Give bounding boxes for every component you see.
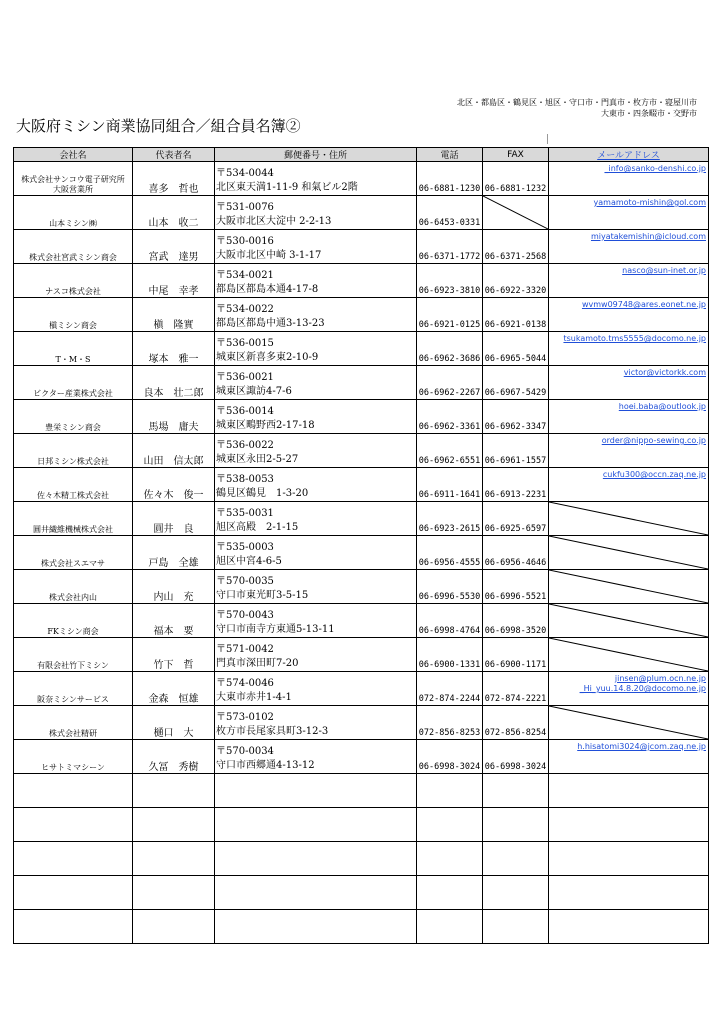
phone-number: 06-6881-1230 [417, 162, 483, 196]
address-cell [215, 672, 417, 706]
blank-cell [215, 808, 417, 842]
postal-code: 〒570-0035 [216, 576, 274, 587]
blank-cell [483, 774, 549, 808]
blank-cell [417, 910, 483, 944]
fax-number: 06-6956-4646 [483, 536, 549, 570]
representative-name: 竹下 哲 [133, 638, 215, 672]
blank-cell [14, 808, 133, 842]
representative-name: 山本 收二 [133, 196, 215, 230]
company-name: 株式会社精研 [14, 706, 133, 740]
street-address: 都島区都島本通4-17-8 [216, 284, 319, 295]
email-link[interactable]: tsukamoto.tms5555@docomo.ne.jp [563, 334, 706, 343]
address-cell [215, 230, 417, 264]
email-link[interactable]: nasco@sun-inet.or.jp [622, 266, 706, 275]
street-address: 城東区永田2-5-27 [216, 454, 299, 465]
blank-cell [549, 910, 709, 944]
table-row [14, 468, 709, 502]
table-row [14, 400, 709, 434]
blank-cell [483, 876, 549, 910]
email-cell [549, 604, 709, 638]
fax-number: 06-6996-5521 [483, 570, 549, 604]
email-cell[interactable] [549, 230, 709, 264]
street-address: 旭区中宮4-6-5 [216, 556, 282, 567]
address-cell [215, 502, 417, 536]
table-row [14, 366, 709, 400]
email-cell[interactable] [549, 400, 709, 434]
postal-code: 〒534-0022 [216, 304, 274, 315]
table-body [14, 162, 709, 944]
postal-code: 〒536-0015 [216, 338, 274, 349]
table-row [14, 230, 709, 264]
company-name: 阪奈ミシンサービス [14, 672, 133, 706]
street-address: 城東区新喜多東2-10-9 [216, 352, 319, 363]
address-cell [215, 706, 417, 740]
address-cell [215, 740, 417, 774]
phone-number: 072-874-2244 [417, 672, 483, 706]
blank-cell [483, 910, 549, 944]
blank-cell [483, 808, 549, 842]
company-name: 株式会社サンコウ電子研究所 大阪営業所 [14, 162, 133, 196]
company-name: 日邦ミシン株式会社 [14, 434, 133, 468]
postal-code: 〒536-0014 [216, 406, 274, 417]
blank-cell [417, 808, 483, 842]
email-link[interactable]: _Hi_yuu.14.8.20@docomo.ne.jp [579, 684, 706, 693]
table-row [14, 332, 709, 366]
fax-number: 06-6371-2568 [483, 230, 549, 264]
fax-number: 06-6998-3520 [483, 604, 549, 638]
page-title: 大阪府ミシン商業協同組合／組合員名簿② [16, 117, 301, 135]
phone-number: 06-6962-3686 [417, 332, 483, 366]
header-tel: 電話 [417, 148, 483, 162]
phone-number: 06-6962-2267 [417, 366, 483, 400]
address-cell [215, 604, 417, 638]
email-link[interactable]: hoei.baba@outlook.jp [618, 402, 706, 411]
table-row [14, 638, 709, 672]
postal-code: 〒574-0046 [216, 678, 274, 689]
address-cell [215, 400, 417, 434]
table-row [14, 536, 709, 570]
street-address: 城東区鴫野西2-17-18 [216, 420, 315, 431]
fax-number: 072-874-2221 [483, 672, 549, 706]
address-cell [215, 570, 417, 604]
company-name: 圓井繊維機械株式会社 [14, 502, 133, 536]
street-address: 大東市赤井1-4-1 [216, 692, 292, 703]
blank-cell [14, 910, 133, 944]
address-cell [215, 366, 417, 400]
company-name: ヒサトミマシーン [14, 740, 133, 774]
blank-cell [417, 774, 483, 808]
header-fax: FAX [483, 148, 549, 162]
email-cell[interactable] [549, 332, 709, 366]
postal-code: 〒538-0053 [216, 474, 274, 485]
representative-name: 久冨 秀樹 [133, 740, 215, 774]
fax-number: 06-6900-1171 [483, 638, 549, 672]
fax-number [483, 196, 549, 230]
representative-name: 圓井 良 [133, 502, 215, 536]
fax-number: 06-6961-1557 [483, 434, 549, 468]
representative-name: 塚本 雅一 [133, 332, 215, 366]
table-row [14, 672, 709, 706]
company-name: 佐々木精工株式会社 [14, 468, 133, 502]
representative-name: 槇 隆實 [133, 298, 215, 332]
representative-name: 中尾 幸孝 [133, 264, 215, 298]
email-cell[interactable] [549, 298, 709, 332]
postal-code: 〒531-0076 [216, 202, 274, 213]
representative-name: 山田 信太郎 [133, 434, 215, 468]
street-address: 大阪市北区中崎 3-1-17 [216, 250, 322, 261]
blank-cell [14, 842, 133, 876]
postal-code: 〒534-0021 [216, 270, 274, 281]
street-address: 門真市深田町7-20 [216, 658, 299, 669]
email-link[interactable]: _info@sanko-denshi.co.jp [604, 164, 706, 173]
address-cell [215, 196, 417, 230]
region-line-1: 北区・都島区・鶴見区・旭区・守口市・門真市・枚方市・寝屋川市 [457, 98, 697, 107]
street-address: 城東区諏訪4-7-6 [216, 386, 292, 397]
representative-name: 喜多 哲也 [133, 162, 215, 196]
postal-code: 〒535-0003 [216, 542, 274, 553]
blank-cell [215, 842, 417, 876]
blank-cell [215, 876, 417, 910]
email-cell[interactable] [549, 468, 709, 502]
table-row [14, 434, 709, 468]
email-cell [549, 570, 709, 604]
phone-number: 06-6998-4764 [417, 604, 483, 638]
blank-row [14, 842, 709, 876]
email-link[interactable]: h.hisatomi3024@jcom.zaq.ne.jp [577, 742, 706, 751]
postal-code: 〒570-0034 [216, 746, 274, 757]
representative-name: 良本 壮二郎 [133, 366, 215, 400]
phone-number: 06-6900-1331 [417, 638, 483, 672]
email-cell[interactable] [549, 366, 709, 400]
fax-number: 06-6962-3347 [483, 400, 549, 434]
postal-code: 〒530-0016 [216, 236, 274, 247]
company-name: 槇ミシン商会 [14, 298, 133, 332]
address-cell [215, 638, 417, 672]
representative-name: 内山 充 [133, 570, 215, 604]
representative-name: 福本 要 [133, 604, 215, 638]
street-address: 鶴見区鶴見 1-3-20 [216, 488, 309, 499]
blank-row [14, 774, 709, 808]
street-address: 守口市南寺方東通5-13-11 [216, 624, 335, 635]
table-row [14, 162, 709, 196]
header-company: 会社名 [14, 148, 133, 162]
phone-number: 06-6923-2615 [417, 502, 483, 536]
blank-row [14, 876, 709, 910]
street-address: 旭区高殿 2-1-15 [216, 522, 299, 533]
representative-name: 馬場 庸夫 [133, 400, 215, 434]
email-cell [549, 502, 709, 536]
member-table [13, 147, 709, 944]
company-name: 豊栄ミシン商会 [14, 400, 133, 434]
email-cell [549, 638, 709, 672]
email-cell[interactable] [549, 162, 709, 196]
blank-cell [549, 842, 709, 876]
table-row [14, 604, 709, 638]
company-name: T・M・S [14, 332, 133, 366]
fax-number: 06-6965-5044 [483, 332, 549, 366]
representative-name: 金森 恒雄 [133, 672, 215, 706]
address-cell [215, 298, 417, 332]
address-cell [215, 434, 417, 468]
postal-code: 〒573-0102 [216, 712, 274, 723]
table-row [14, 706, 709, 740]
fax-number: 06-6925-6597 [483, 502, 549, 536]
postal-code: 〒535-0031 [216, 508, 274, 519]
blank-cell [215, 910, 417, 944]
blank-cell [417, 842, 483, 876]
representative-name: 佐々木 俊一 [133, 468, 215, 502]
blank-cell [14, 774, 133, 808]
region-line-2: 大東市・四条畷市・交野市 [601, 109, 697, 118]
email-cell[interactable] [549, 672, 709, 706]
fax-number: 06-6922-3320 [483, 264, 549, 298]
email-link[interactable]: jinsen@plum.ocn.ne.jp [614, 674, 706, 683]
blank-cell [133, 808, 215, 842]
address-cell [215, 332, 417, 366]
table-row [14, 196, 709, 230]
phone-number: 06-6921-0125 [417, 298, 483, 332]
phone-number: 06-6962-3361 [417, 400, 483, 434]
blank-cell [133, 876, 215, 910]
postal-code: 〒571-0042 [216, 644, 274, 655]
email-cell[interactable] [549, 740, 709, 774]
representative-name: 宮武 達男 [133, 230, 215, 264]
header-rep: 代表者名 [133, 148, 215, 162]
blank-cell [417, 876, 483, 910]
email-link[interactable]: miyatakemishin@icloud.com [590, 232, 706, 241]
header-email: メールアドレス [549, 148, 709, 162]
table-row [14, 298, 709, 332]
street-address: 北区東天満1-11-9 和氣ビル2階 [216, 182, 358, 193]
phone-number: 06-6371-1772 [417, 230, 483, 264]
divider-tick [547, 134, 548, 144]
company-name: FKミシン商会 [14, 604, 133, 638]
blank-cell [215, 774, 417, 808]
table-row [14, 264, 709, 298]
phone-number: 06-6996-5530 [417, 570, 483, 604]
company-name: 有限会社竹下ミシン [14, 638, 133, 672]
postal-code: 〒570-0043 [216, 610, 274, 621]
address-cell [215, 162, 417, 196]
fax-number: 06-6967-5429 [483, 366, 549, 400]
address-cell [215, 264, 417, 298]
table-row [14, 740, 709, 774]
postal-code: 〒536-0021 [216, 372, 274, 383]
email-cell[interactable] [549, 264, 709, 298]
table-row [14, 502, 709, 536]
street-address: 守口市西郷通4-13-12 [216, 760, 315, 771]
address-cell [215, 468, 417, 502]
street-address: 大阪市北区大淀中 2-2-13 [216, 216, 332, 227]
region-note [432, 97, 697, 119]
postal-code: 〒534-0044 [216, 168, 274, 179]
fax-number: 072-856-8254 [483, 706, 549, 740]
email-link[interactable]: order@nippo-sewing.co.jp [601, 436, 706, 445]
representative-name: 戸島 全雄 [133, 536, 215, 570]
fax-number: 06-6881-1232 [483, 162, 549, 196]
email-link[interactable]: victor@victorkk.com [623, 368, 706, 377]
company-name: 山本ミシン㈱ [14, 196, 133, 230]
street-address: 枚方市長尾家具町3-12-3 [216, 726, 329, 737]
email-cell [549, 536, 709, 570]
email-link[interactable]: wvmw09748@ares.eonet.ne.jp [581, 300, 706, 309]
email-link[interactable]: cukfu300@occn.zaq.ne.jp [602, 470, 706, 479]
email-cell [549, 706, 709, 740]
address-cell [215, 536, 417, 570]
phone-number: 06-6962-6551 [417, 434, 483, 468]
company-name: 株式会社スエマサ [14, 536, 133, 570]
table-row [14, 570, 709, 604]
phone-number: 06-6923-3810 [417, 264, 483, 298]
blank-row [14, 910, 709, 944]
phone-number: 06-6998-3024 [417, 740, 483, 774]
blank-cell [133, 910, 215, 944]
street-address: 守口市東光町3-5-15 [216, 590, 309, 601]
company-name: 株式会社宮武ミシン商会 [14, 230, 133, 264]
representative-name: 樋口 大 [133, 706, 215, 740]
fax-number: 06-6913-2231 [483, 468, 549, 502]
blank-row [14, 808, 709, 842]
company-name: 株式会社内山 [14, 570, 133, 604]
phone-number: 06-6956-4555 [417, 536, 483, 570]
postal-code: 〒536-0022 [216, 440, 274, 451]
phone-number: 06-6453-0331 [417, 196, 483, 230]
email-link[interactable]: yamamoto-mishin@gol.com [593, 198, 706, 207]
phone-number: 072-856-8253 [417, 706, 483, 740]
blank-cell [14, 876, 133, 910]
company-name: ビクター産業株式会社 [14, 366, 133, 400]
street-address: 都島区都島中通3-13-23 [216, 318, 325, 329]
fax-number: 06-6921-0138 [483, 298, 549, 332]
header-address: 郵便番号・住所 [215, 148, 417, 162]
blank-cell [549, 808, 709, 842]
blank-cell [133, 842, 215, 876]
blank-cell [483, 842, 549, 876]
email-cell[interactable] [549, 196, 709, 230]
phone-number: 06-6911-1641 [417, 468, 483, 502]
blank-cell [549, 876, 709, 910]
blank-cell [133, 774, 215, 808]
header-row [14, 148, 709, 162]
email-cell[interactable] [549, 434, 709, 468]
fax-number: 06-6998-3024 [483, 740, 549, 774]
company-name: ナスコ株式会社 [14, 264, 133, 298]
blank-cell [549, 774, 709, 808]
